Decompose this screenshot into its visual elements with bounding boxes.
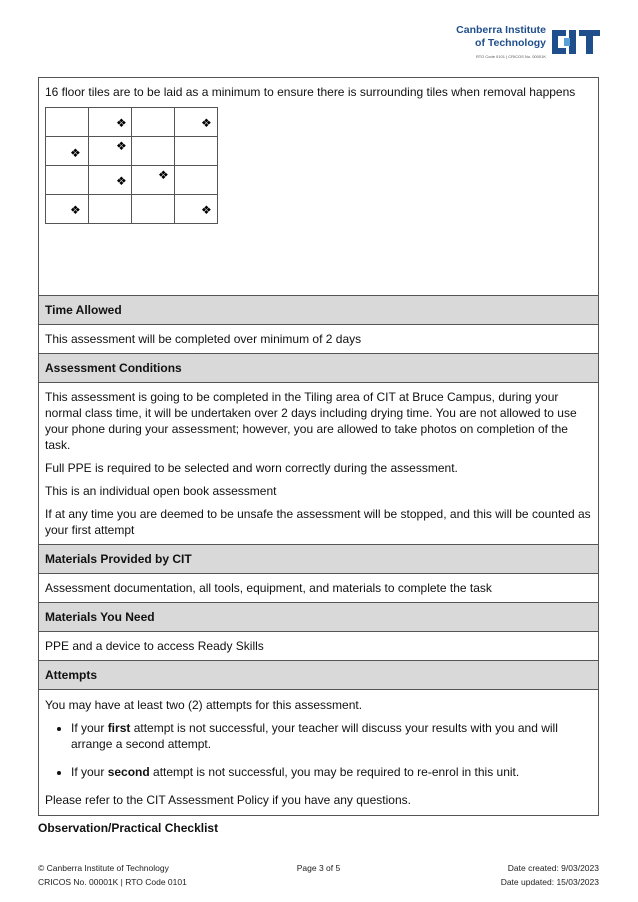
footer-codes: CRICOS No. 00001K | RTO Code 0101 [38,877,187,887]
checklist-title: Observation/Practical Checklist [38,821,219,835]
tile [132,195,175,224]
time-allowed-text: This assessment will be completed over minimum of 2 days [39,324,598,353]
tile [175,108,218,137]
attempts-heading: Attempts [39,660,598,689]
conditions-body [39,382,598,544]
tile [46,195,89,224]
tile-grid [45,107,218,224]
logo-codes: RTO Code 0101 | CRICOS No. 00001K [475,54,546,59]
tile-mark-icon: ❖ [116,116,127,130]
tile [175,137,218,166]
conditions-p3: This is an individual open book assessment [45,484,277,498]
attempts-bullet-second: • If your second attempt is not successful, you may be required to re-enrol in this unit. [71,764,592,780]
cit-mark-icon [550,26,602,58]
materials-cit-heading: Materials Provided by CIT [39,544,598,573]
tile-mark-icon: ❖ [201,116,212,130]
tile-mark-icon: ❖ [116,174,127,188]
conditions-p1: This assessment is going to be completed in the Tiling area of CIT at Bruce Campus, during your normal class time, it will be undertaken over 2 days including drying time. You are not allowed to use your phone during your assessment; however, you are allowed to take photos on completion of the task. [45,390,577,452]
tile-mark-icon: ❖ [70,146,81,160]
footer-created: Date created: 9/03/2023 [507,863,599,873]
assessment-table [38,77,599,816]
tile [89,137,132,166]
materials-you-text: PPE and a device to access Ready Skills [39,631,598,660]
attempts-intro: You may have at least two (2) attempts for this assessment. [45,698,363,712]
materials-cit-text: Assessment documentation, all tools, equipment, and materials to complete the task [39,573,598,602]
tile [132,108,175,137]
footer-updated: Date updated: 15/03/2023 [500,877,599,887]
tile-mark-icon: ❖ [116,139,127,153]
footer-copyright: © Canberra Institute of Technology [38,863,169,873]
tile [175,166,218,195]
tile [132,166,175,195]
cit-logo [450,22,602,60]
tile [46,137,89,166]
attempts-outro: Please refer to the CIT Assessment Policy if you have any questions. [45,793,411,807]
footer-line-2 [38,877,599,887]
tile-intro: 16 floor tiles are to be laid as a minimum to ensure there is surrounding tiles when removal happens [45,85,576,99]
attempts-list [45,720,592,780]
footer-line-1 [38,863,599,873]
materials-you-heading: Materials You Need [39,602,598,631]
tile [89,166,132,195]
tile [175,195,218,224]
tile-mark-icon: ❖ [201,203,212,217]
tile [46,166,89,195]
tile [89,195,132,224]
attempts-body [39,689,598,815]
conditions-p4: If at any time you are deemed to be unsafe the assessment will be stopped, and this will be counted as your first attempt [45,507,591,537]
logo-text: Canberra Institute of Technology [456,24,546,49]
tile [46,108,89,137]
tile [89,108,132,137]
tile [132,137,175,166]
conditions-p2: Full PPE is required to be selected and worn correctly during the assessment. [45,461,458,475]
attempts-bullet-first: • If your first attempt is not successful, your teacher will discuss your results with you and will arrange a second attempt. [71,720,592,752]
conditions-heading: Assessment Conditions [39,353,598,382]
tile-mark-icon: ❖ [158,168,169,182]
tile-layout-cell [39,78,598,295]
footer-page: Page 3 of 5 [296,863,341,873]
time-allowed-heading: Time Allowed [39,295,598,324]
tile-mark-icon: ❖ [70,203,81,217]
